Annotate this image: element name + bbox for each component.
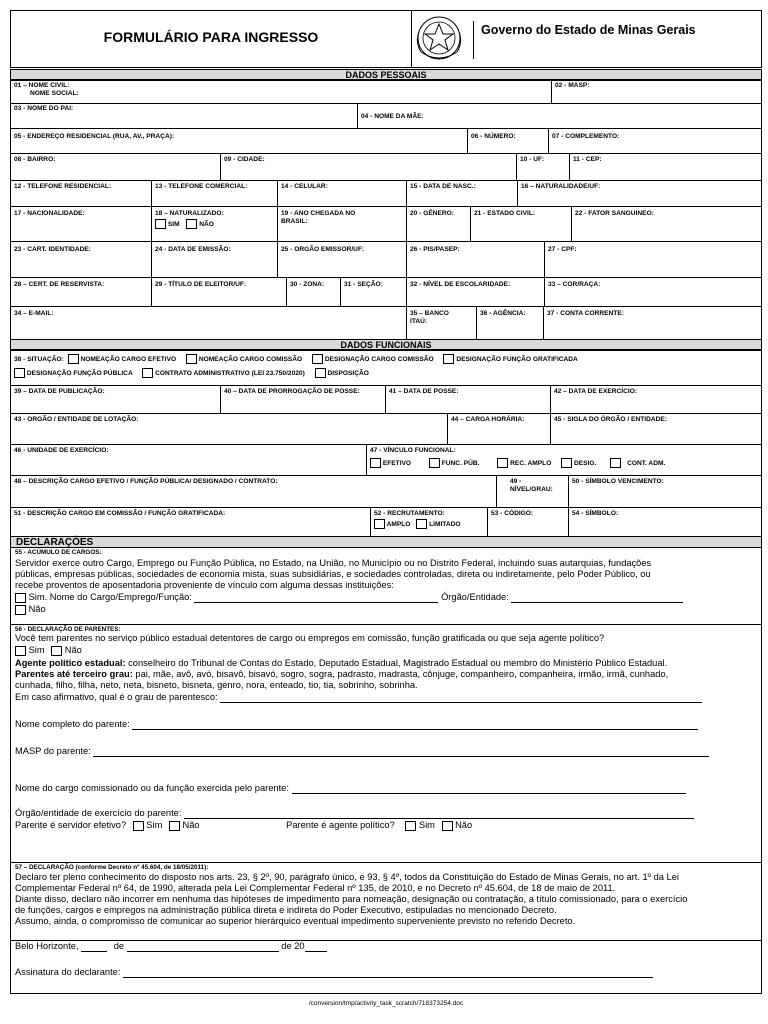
label-nome-civil: 01 – NOME CIVIL: [14, 82, 70, 89]
checkbox-efetivo-sim[interactable] [133, 821, 144, 831]
label-cargo-parente: Nome do cargo comissionado ou da função exercida pelo parente: [15, 783, 289, 793]
label-bairro: 08 - BAIRRO: [14, 156, 56, 163]
label-parentes-grau: Parentes até terceiro grau: [15, 669, 133, 679]
field-simbolo[interactable] [568, 507, 762, 537]
label-acumulo-nao: Não [28, 604, 46, 614]
label-sim: Sim [418, 820, 435, 830]
label-simbolo-vencimento: 50 - SÍMBOLO VENCIMENTO: [572, 478, 664, 485]
checkbox-nomeacao-cargo-comissao[interactable] [186, 354, 197, 364]
label-cor-raca: 33 – COR/RAÇA: [548, 281, 601, 288]
label-genero: 20 - GÊNERO: [410, 210, 454, 217]
option-label: DISPOSIÇÃO [327, 369, 369, 377]
label-fator-sanguineo: 22 - FATOR SANGUINEO: [575, 210, 654, 217]
field-vinculo-funcional [366, 444, 762, 476]
field-situacao [10, 350, 762, 386]
field-nacionalidade[interactable] [10, 206, 152, 242]
label-grau-parentesco: Em caso afirmativo, qual é o grau de parentesco: [15, 692, 218, 702]
field-descricao-cargo-efetivo[interactable] [10, 475, 497, 508]
label-nome-mae: 04 - NOME DA MÃE: [361, 113, 424, 120]
label-descricao-cargo-efetivo: 48 – DESCRIÇÃO CARGO EFETIVO / FUNÇÃO PÚBLICA/ DESIGNADO / CONTRATO: [14, 478, 278, 485]
option-label: DESIG. [574, 459, 597, 467]
option-label: CONTRATO ADMINISTRATIVO (LEI 23.750/2020) [155, 369, 305, 377]
coat-of-arms-seal [413, 12, 465, 66]
label-nivel-grau: NÍVEL/GRAU: [510, 486, 553, 493]
checkbox-parentes-nao[interactable] [51, 646, 62, 656]
block-declaracao-parentes [10, 624, 762, 863]
checkbox-amplo[interactable] [374, 519, 385, 529]
text-agente-politico: conselheiro do Tribunal de Contas do Estado, Deputado Estadual, Magistrado Estadual ou membro do Ministério Público Estadual. [125, 658, 668, 668]
checkbox-func-pub[interactable] [429, 458, 440, 468]
label-situacao: 38 - SITUAÇÃO: [14, 355, 64, 363]
section-declaracoes: DECLARAÇÕES [10, 536, 762, 548]
input-dia[interactable] [81, 942, 107, 952]
label-nao: Não [64, 645, 82, 655]
label-cart-identidade: 23 - CART. IDENTIDADE: [14, 246, 91, 253]
field-naturalizado [151, 206, 278, 242]
field-genero[interactable] [406, 206, 471, 242]
paragraph-decreto-4: de funções, cargos e empregos na administração pública direta e indireta do Poder Executivo, estipuladas no mencionado Decreto. [15, 905, 557, 915]
input-masp-parente[interactable] [93, 747, 709, 757]
label-naturalidade: 16 – NATURALIDADE/UF: [521, 183, 601, 190]
label-uf: 10 - UF: [520, 156, 545, 163]
label-data-prorrogacao: 40 – DATA DE PRORROGAÇÃO DE POSSE: [224, 388, 360, 395]
question-parentes: Você tem parentes no serviço público estadual detentores de cargo ou empregos em comissão, função gratificada ou que seja agente político? [15, 633, 605, 643]
option-label: NOMEAÇÃO CARGO EFETIVO [80, 355, 177, 363]
input-ano[interactable] [305, 942, 327, 952]
label-celular: 14 - CELULAR: [281, 183, 328, 190]
government-name: Governo do Estado de Minas Gerais [481, 23, 696, 37]
section-dados-pessoais: DADOS PESSOAIS [10, 69, 762, 80]
label-acumulo-cargos: 55 - ACÚMULO DE CARGOS: [15, 549, 102, 556]
label-agente-politico: Agente político estadual: [15, 658, 126, 668]
field-tel-residencial[interactable] [10, 180, 152, 207]
label-estado-civil: 21 - ESTADO CIVIL: [474, 210, 536, 217]
label-orgao-lotacao: 43 - ORGÃO / ENTIDADE DE LOTAÇÃO: [14, 416, 139, 423]
label-titulo-eleitor: 29 - TÍTULO DE ELEITOR/UF: [155, 281, 247, 288]
label-cpf: 27 - CPF: [548, 246, 577, 253]
input-nome-parente[interactable] [132, 720, 698, 730]
label-recrutamento: 52 - RECRUTAMENTO: [374, 510, 445, 517]
field-conta-corrente[interactable] [543, 306, 762, 340]
label-parente-agente-politico: Parente é agente político? [286, 820, 395, 830]
field-cidade[interactable] [220, 153, 517, 181]
label-unidade-exercicio: 46 - UNIDADE DE EXERCÍCIO: [14, 447, 109, 454]
label-banco: 35 – BANCO [410, 310, 449, 317]
label-parente-efetivo: Parente é servidor efetivo? [15, 820, 127, 830]
checkbox-naturalizado-nao[interactable] [186, 219, 197, 229]
text-parentes-grau-2: cunhada, filho, filha, neto, neta, bisneto, bisneta, genro, nora, enteado, tio, tia, sobrinho, sobrinha. [15, 680, 418, 690]
option-label: EFETIVO [382, 459, 412, 467]
label-masp-parente: MASP do parente: [15, 746, 91, 756]
field-recrutamento [370, 507, 488, 537]
checkbox-contrato-administrativo[interactable] [142, 368, 153, 378]
checkbox-efetivo-nao[interactable] [169, 821, 180, 831]
label-zona: 30 - ZONA: [290, 281, 325, 288]
label-sigla-orgao: 45 - SIGLA DO ÓRGÃO / ENTIDADE: [554, 416, 667, 423]
field-cep[interactable] [569, 153, 762, 181]
label-sim: Sim [28, 645, 45, 655]
text-parentes-grau: pai, mãe, avô, avó, bisavô, bisavó, sogro, sogra, padrasto, madrasta, cônjuge, companheiro, companheira, irmão, irmã, cunhado, [132, 669, 669, 679]
input-nome-cargo[interactable] [194, 593, 438, 603]
field-uf[interactable] [516, 153, 570, 181]
footer-file-path: /conversion/tmp/activity_task_scratch/718373254.doc [308, 1000, 464, 1007]
input-cargo-parente[interactable] [292, 784, 686, 794]
label-numero: 06 - NÚMERO: [471, 133, 516, 140]
label-agencia: 36 - AGÊNCIA: [480, 310, 526, 317]
option-label: FUNC. PÚB. [441, 459, 480, 467]
label-nacionalidade: 17 - NACIONALIDADE: [14, 210, 85, 217]
label-orgao-entidade: Órgão/Entidade: [441, 592, 509, 602]
checkbox-designacao-funcao-gratificada[interactable] [443, 354, 454, 364]
field-zona[interactable] [286, 277, 341, 307]
label-ano-chegada-brasil: BRASIL: [281, 218, 308, 225]
checkbox-desig[interactable] [561, 458, 572, 468]
field-data-publicacao[interactable] [10, 385, 221, 414]
field-simbolo-vencimento[interactable] [568, 475, 762, 508]
input-grau-parentesco[interactable] [220, 693, 702, 703]
label-acumulo-sim: Sim. Nome do Cargo/Emprego/Função: [28, 592, 192, 602]
paragraph-acumulo-3: recebe proventos de aposentadoria proveniente de vínculo com alguma dessas instituições: [15, 580, 394, 590]
checkbox-disposicao[interactable] [315, 368, 326, 378]
form-header [10, 10, 762, 68]
checkbox-agente-nao[interactable] [442, 821, 453, 831]
label-declaracao-decreto: 57 – DECLARAÇÃO (conforme Decreto nº 45.604, de 18/05/2011): [15, 864, 209, 871]
field-titulo-eleitor[interactable] [151, 277, 287, 307]
label-ano-chegada: 19 - ANO CHEGADA NO [281, 210, 356, 217]
field-tel-comercial[interactable] [151, 180, 278, 207]
label-endereco: 05 - ENDEREÇO RESIDENCIAL (RUA, AV., PRAÇA): [14, 133, 175, 140]
field-descricao-cargo-comissao[interactable] [10, 507, 371, 537]
label-nome-parente: Nome completo do parente: [15, 719, 130, 729]
label-conta-corrente: 37 - CONTA CORRENTE: [547, 310, 624, 317]
field-endereco[interactable] [10, 128, 468, 154]
field-data-prorrogacao[interactable] [220, 385, 386, 414]
label-tel-comercial: 13 - TELEFONE COMERCIAL: [155, 183, 248, 190]
field-nivel-grau[interactable] [496, 475, 569, 508]
label-de: de [113, 941, 125, 951]
option-label: LIMITADO [429, 520, 461, 528]
field-nome-mae[interactable] [357, 103, 762, 129]
label-nome-pai: 03 - NOME DO PAI: [14, 105, 74, 112]
checkbox-limitado[interactable] [416, 519, 427, 529]
label-de-20: de 20 [281, 941, 305, 951]
field-fator-sanguineo[interactable] [571, 206, 762, 242]
block-declaracao-decreto [10, 862, 762, 994]
checkbox-parentes-sim[interactable] [15, 646, 26, 656]
section-dados-funcionais: DADOS FUNCIONAIS [10, 339, 762, 350]
label-data-emissao: 24 - DATA DE EMISSÃO: [155, 246, 231, 253]
option-label: AMPLO [386, 520, 411, 528]
field-carga-horaria[interactable] [447, 413, 551, 445]
paragraph-decreto-3: Diante disso, declaro não incorrer em nenhuma das hipóteses de impedimento para nomeação, designação ou contratação, a título comissionado, para o exercício [15, 894, 688, 904]
label-nao: Não [455, 820, 473, 830]
label-data-exercicio: 42 – DATA DE EXERCÍCIO: [554, 388, 638, 395]
field-cor-raca[interactable] [544, 277, 762, 307]
option-label: DESIGNAÇÃO FUNÇÃO GRATIFICADA [456, 355, 578, 363]
label-vinculo-funcional: 47 - VÍNCULO FUNCIONAL: [370, 447, 456, 454]
input-orgao-parente[interactable] [184, 809, 694, 819]
field-nome-pai[interactable] [10, 103, 358, 129]
option-label: CONT. ADM. [627, 459, 666, 467]
checkbox-acumulo-nao[interactable] [15, 605, 26, 615]
field-orgao-lotacao[interactable] [10, 413, 448, 445]
paragraph-decreto-2: Complementar Federal nº 64, de 1990, alterada pela Lei Complementar Federal nº 135, de 2010, e no Decreto nº 45.604, de 18 de maio de 2011. [15, 883, 616, 893]
label-escolaridade: 32 - NÍVEL DE ESCOLARIDADE: [410, 281, 511, 288]
checkbox-cont-adm[interactable] [610, 458, 621, 468]
label-assinatura: Assinatura do declarante: [15, 967, 121, 977]
checkbox-rec-amplo[interactable] [497, 458, 508, 468]
field-email[interactable] [10, 306, 407, 340]
field-orgao-emissor[interactable] [277, 241, 407, 278]
label-sim: SIM [167, 220, 180, 228]
field-ano-chegada[interactable] [277, 206, 407, 242]
paragraph-acumulo-1: Servidor exerce outro Cargo, Emprego ou Função Pública, no Estado, na União, no Município ou no Distrito Federal, incluindo suas autarquias, fundações [15, 558, 652, 568]
field-estado-civil[interactable] [470, 206, 572, 242]
field-bairro[interactable] [10, 153, 221, 181]
paragraph-decreto-1: Declaro ter pleno conhecimento do disposto nos arts. 23, § 2º, 90, parágrafo único, e 93, § 4º, todos da Constituição do Estado de Minas Gerais, no art. 1º da Lei [15, 872, 679, 882]
field-secao[interactable] [340, 277, 407, 307]
field-nome-civil[interactable] [10, 80, 552, 104]
field-cart-identidade[interactable] [10, 241, 152, 278]
checkbox-designacao-funcao-publica[interactable] [14, 368, 25, 378]
field-sigla-orgao[interactable] [550, 413, 762, 445]
option-label: DESIGNAÇÃO CARGO COMISSÃO [324, 355, 434, 363]
label-complemento: 07 - COMPLEMENTO: [552, 133, 620, 140]
field-codigo[interactable] [487, 507, 569, 537]
input-assinatura[interactable] [123, 968, 653, 978]
label-sim: Sim [146, 820, 163, 830]
label-naturalizado: 18 – NATURALIZADO: [155, 210, 224, 217]
block-acumulo-cargos [10, 547, 762, 625]
label-email: 34 – E-MAIL: [14, 310, 54, 317]
checkbox-efetivo[interactable] [370, 458, 381, 468]
label-simbolo: 54 - SÍMBOLO: [572, 510, 619, 517]
field-data-emissao[interactable] [151, 241, 278, 278]
label-declaracao-parentes: 56 - DECLARAÇÃO DE PARENTES: [15, 626, 121, 633]
checkbox-acumulo-sim[interactable] [15, 593, 26, 603]
label-nao: NÃO [199, 220, 214, 228]
field-pis-pasep[interactable] [406, 241, 545, 278]
field-complemento[interactable] [548, 128, 762, 154]
label-nivel: 49 - [510, 478, 522, 485]
label-cidade: 09 - CIDADE: [224, 156, 265, 163]
form-title: FORMULÁRIO PARA INGRESSO [103, 29, 319, 45]
label-reservista: 28 – CERT. DE RESERVISTA: [14, 281, 105, 288]
label-pis-pasep: 26 - PIS/PASEP: [410, 246, 460, 253]
label-descricao-cargo-comissao: 51 - DESCRIÇÃO CARGO EM COMISSÃO / FUNÇÃO GRATIFICADA: [14, 510, 226, 517]
label-data-nasc: 15 - DATA DE NASC.: [410, 183, 476, 190]
label-local: Belo Horizonte, [15, 941, 79, 951]
field-data-posse[interactable] [385, 385, 551, 414]
field-numero[interactable] [467, 128, 549, 154]
field-unidade-exercicio[interactable] [10, 444, 367, 476]
label-data-posse: 41 – DATA DE POSSE: [389, 388, 459, 395]
input-mes[interactable] [127, 942, 279, 952]
input-orgao-entidade[interactable] [511, 593, 683, 603]
paragraph-acumulo-2: públicas, empresas públicas, sociedades de economia mista, suas subsidiárias, e sociedades controladas, direta ou indiretamente, pelo Poder Público, ou [15, 569, 651, 579]
checkbox-nomeacao-cargo-efetivo[interactable] [68, 354, 79, 364]
label-secao: 31 - SEÇÃO: [344, 281, 383, 288]
option-label: REC. AMPLO [510, 459, 552, 467]
label-codigo: 53 - CÓDIGO: [491, 510, 534, 517]
field-naturalidade[interactable] [517, 180, 762, 207]
label-masp: 02 - MASP: [555, 82, 590, 89]
field-agencia[interactable] [476, 306, 544, 340]
label-nao: Não [182, 820, 200, 830]
label-carga-horaria: 44 – CARGA HORÁRIA: [451, 416, 525, 423]
field-cpf[interactable] [544, 241, 762, 278]
field-escolaridade[interactable] [406, 277, 545, 307]
label-banco-itau: ITAÚ: [410, 318, 428, 325]
field-data-exercicio[interactable] [550, 385, 762, 414]
label-data-publicacao: 39 – DATA DE PUBLICAÇÃO: [14, 388, 105, 395]
checkbox-agente-sim[interactable] [405, 821, 416, 831]
field-data-nasc[interactable] [406, 180, 518, 207]
option-label: NOMEAÇÃO CARGO COMISSÃO [198, 355, 303, 363]
label-nome-social: NOME SOCIAL: [30, 90, 79, 97]
label-orgao-emissor: 25 - ORGÃO EMISSOR/UF: [281, 246, 365, 253]
paragraph-decreto-5: Assumo, ainda, o compromisso de comunicar ao superior hierárquico eventual impedimento superveniente previsto no referido Decreto. [15, 916, 576, 926]
field-banco[interactable] [406, 306, 477, 340]
option-label: DESIGNAÇÃO FUNÇÃO PÚBLICA [26, 369, 133, 377]
field-reservista[interactable] [10, 277, 152, 307]
checkbox-naturalizado-sim[interactable] [155, 219, 166, 229]
label-cep: 11 - CEP: [573, 156, 602, 163]
label-tel-residencial: 12 - TELEFONE RESIDENCIAL: [14, 183, 112, 190]
checkbox-designacao-cargo-comissao[interactable] [312, 354, 323, 364]
field-celular[interactable] [277, 180, 407, 207]
label-orgao-parente: Órgão/entidade de exercício do parente: [15, 808, 182, 818]
field-masp[interactable] [551, 80, 762, 104]
